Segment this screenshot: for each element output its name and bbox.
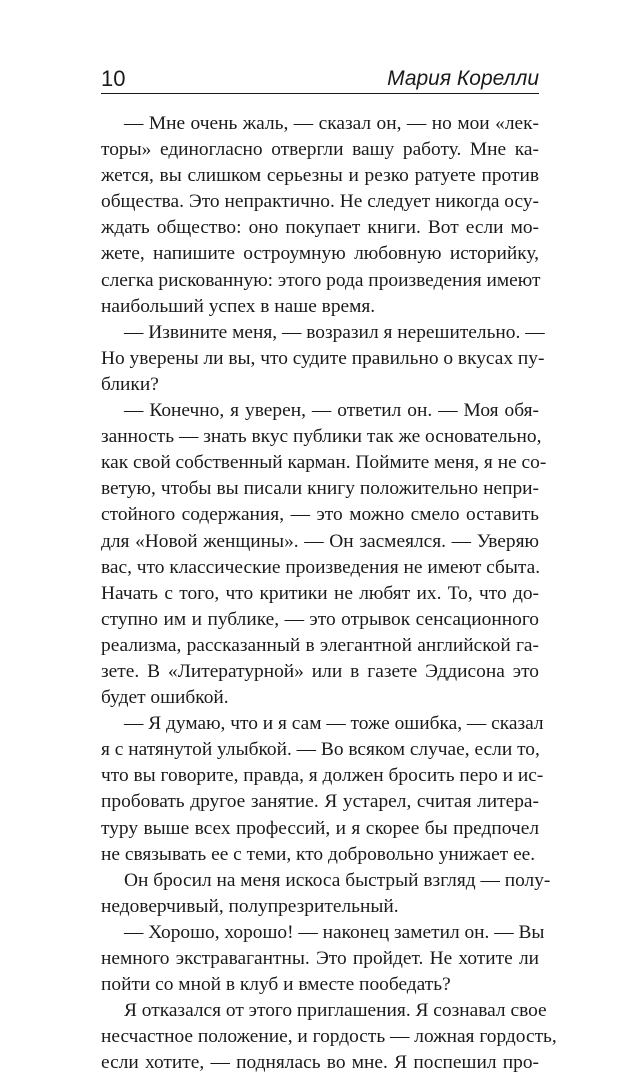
text-line: недоверчивый, полупрезрительный.	[101, 895, 399, 917]
text-line: общества. Это непрактично. Не следует никогда осу-	[101, 191, 539, 213]
text-line: — Хорошо, хорошо! — наконец заметил он. — Вы	[124, 921, 545, 943]
text-line: стойного содержания, — это можно смело оставить	[101, 504, 539, 526]
text-line: Начать с того, что критики не любят их. То, что до-	[101, 582, 539, 604]
text-line: будет ошибкой.	[101, 687, 229, 709]
text-line: Но уверены ли вы, что судите правильно о вкусах пу-	[101, 347, 545, 369]
text-line: немного экстравагантны. Это пройдет. Не хотите ли	[101, 948, 539, 969]
text-line: — Мне очень жаль, — сказал он, — но мои «лек-	[124, 113, 539, 134]
text-line: реализма, рассказанный в элегантной английской га-	[101, 634, 539, 656]
text-line: слегка рискованную: этого рода произведения имеют	[101, 269, 541, 291]
text-line: что вы говорите, правда, я должен бросить перо и ис-	[101, 765, 544, 787]
text-line: жете, напишите остроумную любовную историйку,	[101, 243, 539, 265]
text-line: ветую, чтобы вы писали книгу положительно непри-	[101, 478, 539, 500]
text-line: ступно им и публике, — это отрывок сенсационного	[101, 608, 539, 630]
text-line: пойти со мной в клуб и вместе пообедать?	[101, 974, 451, 996]
text-line: я с натянутой улыбкой. — Во всяком случае, если то,	[101, 739, 540, 761]
text-line: Я отказался от этого приглашения. Я сознавал свое	[124, 1000, 547, 1022]
text-line: не связывать ее с теми, кто добровольно унижает ее.	[101, 843, 536, 865]
text-line: несчастное положение, и гордость — ложная гордость,	[101, 1026, 557, 1048]
text-line: если хотите, — поднялась во мне. Я поспешил про-	[101, 1052, 539, 1074]
text-line: торы» единогласно отвергли вашу работу. Мне ка-	[101, 139, 539, 161]
text-line: туру выше всех профессий, и я скорее бы предпочел	[101, 817, 539, 839]
text-line: ждать общество: оно покупает книги. Вот если мо-	[101, 217, 539, 239]
page-number: 10	[101, 66, 126, 91]
text-line: блики?	[101, 373, 159, 395]
text-line: как свой собственный карман. Поймите меня, я не со-	[101, 452, 547, 474]
body-text	[101, 111, 557, 1076]
text-line: пробовать другое занятие. Я устарел, считая литера-	[101, 791, 539, 813]
header-rule	[101, 93, 539, 94]
running-head-author: Мария Корелли	[387, 67, 539, 90]
text-line: для «Новой женщины». — Он засмеялся. — Уверяю	[101, 530, 539, 552]
text-line: занность — знать вкус публики так же основательно,	[101, 426, 542, 448]
text-line: Он бросил на меня искоса быстрый взгляд — полу-	[124, 869, 551, 891]
text-line: — Извините меня, — возразил я нерешительно. —	[124, 321, 545, 343]
text-line: наибольший успех в наше время.	[101, 295, 376, 317]
text-line: жется, вы слишком серьезны и резко ратуете против	[101, 165, 539, 187]
running-head	[101, 62, 539, 92]
text-line: вас, что классические произведения не имеют сбыта.	[101, 556, 541, 578]
text-line: — Я думаю, что и я сам — тоже ошибка, — сказал	[124, 713, 544, 735]
text-line: зете. В «Литературной» или в газете Эддисона это	[101, 660, 539, 682]
text-line: — Конечно, я уверен, — ответил он. — Моя обя-	[124, 400, 539, 422]
